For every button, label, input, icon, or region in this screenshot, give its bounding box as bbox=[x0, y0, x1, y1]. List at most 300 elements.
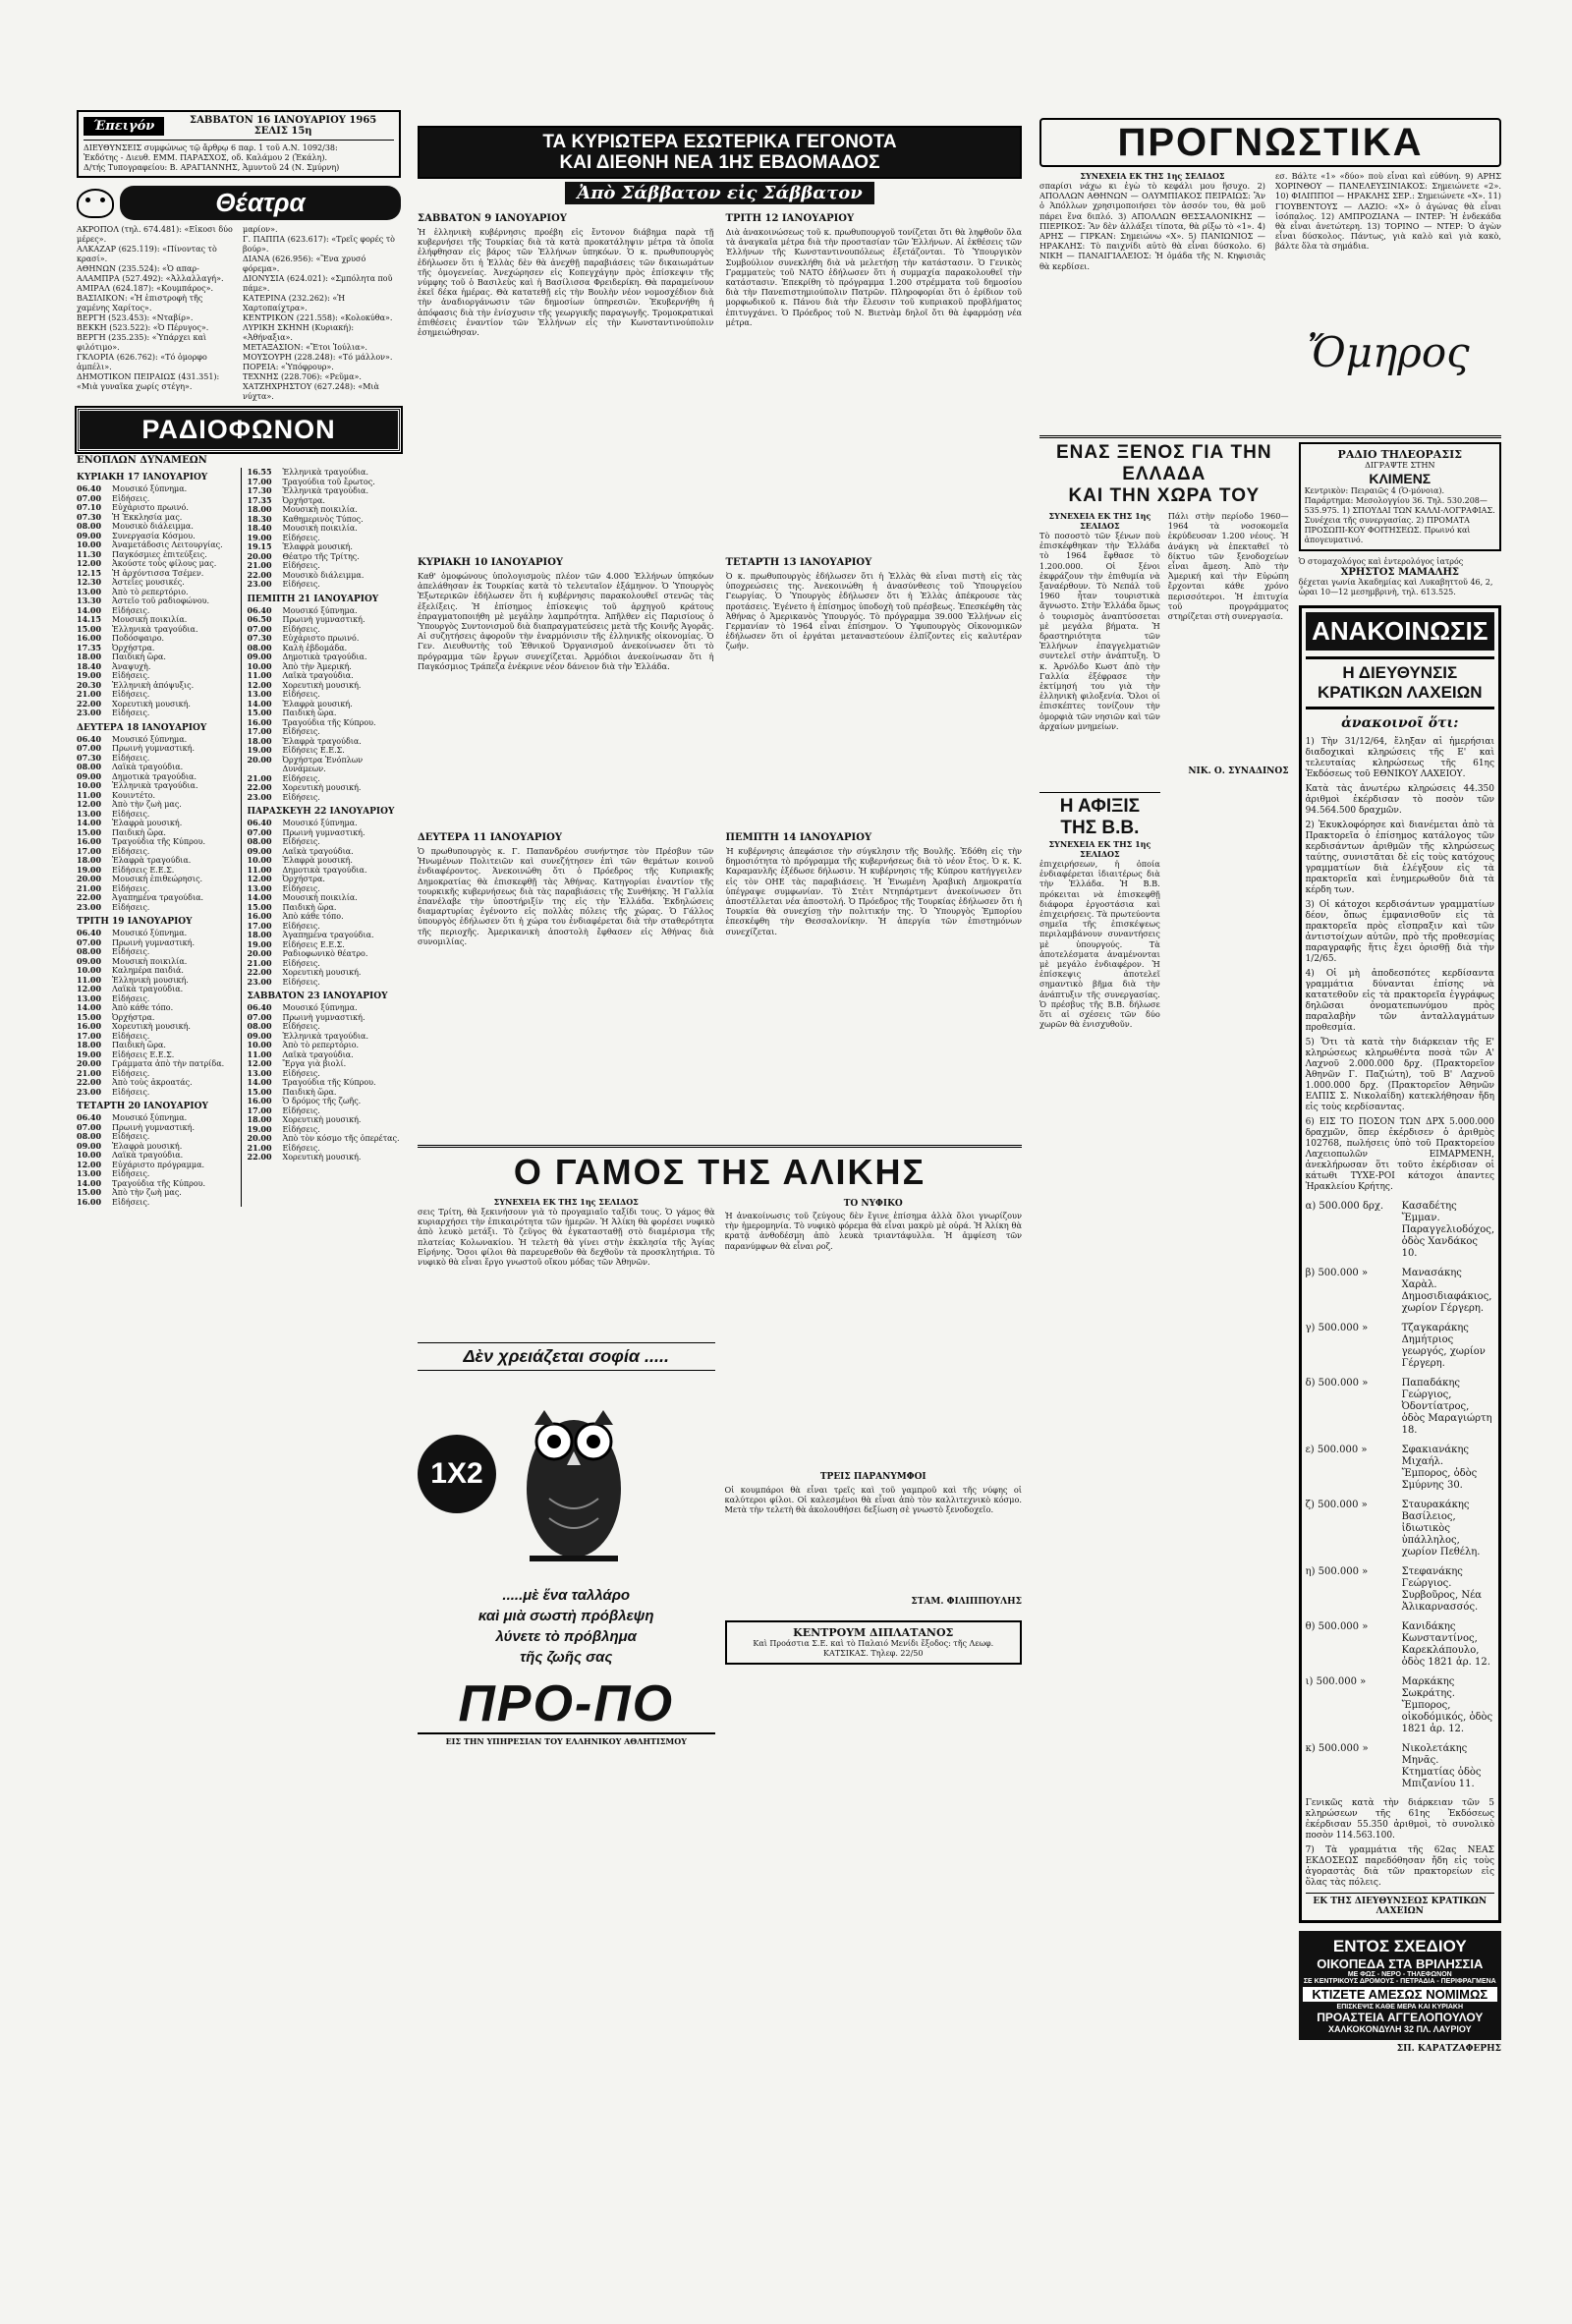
schedule-time: 19.00 bbox=[247, 1123, 272, 1134]
schedule-program: Ἀγαπημένα τραγούδια. bbox=[112, 893, 204, 902]
owl-icon bbox=[510, 1381, 638, 1567]
notice-p4: 4) Οἱ μὴ ἀποδεσπότες κερδίσαντα γραμμάτια δύνανται ἐπίσης νὰ κατατεθοῦν εἰς τὰ πρακτορεῖα ἐγγράφως δηλῶσαι ὀνοματεπωνύμου πρὸς παραλαβὴν τῶν ἀνταλλαγμάτων προθεσμία. bbox=[1305, 969, 1494, 1033]
winner-amount: ζ) 500.000 » bbox=[1305, 1500, 1368, 1510]
schedule-program: Μουσικὴ ποικιλία. bbox=[112, 615, 188, 624]
doctor-name: ΧΡΗΣΤΟΣ ΜΑΜΑΛΗΣ bbox=[1340, 567, 1459, 578]
schedule-time: 19.00 bbox=[247, 745, 272, 755]
notice-p5: 5) Ὅτι τὰ κατὰ τὴν διάρκειαν τῆς Ε' κληρώσεως κληρωθέντα ποσὰ τῶν Α' Λαχνοῦ 2.000.000 δρχ. (Πρακτορεῖον Ἀθηνῶν Γ. Παζιώτη), τοῦ Β' Λαχνοῦ 1.000.000 δρχ. (Πρακτορεῖον Ἀθηνῶν ΕΛΠΙΣ Σ. Νικολαΐδη) κατεκλήθησαν ἤδη εἰς τοὺς κερδίσαντας. bbox=[1305, 1038, 1494, 1112]
schedule-time: 18.40 bbox=[247, 523, 272, 533]
schedule-time: 14.15 bbox=[77, 614, 102, 624]
schedule-time: 18.40 bbox=[77, 660, 102, 671]
schedule-time: 06.40 bbox=[77, 483, 102, 493]
schedule-program: Καθημερινὸς Τύπος. bbox=[282, 514, 364, 524]
schedule-time: 16.00 bbox=[77, 1196, 102, 1207]
schedule-program: Εἰδήσεις. bbox=[112, 671, 150, 680]
theatre-listing: ΚΑΤΕΡΙΝΑ (232.262): «Ἡ Χαρτοπαίχτρα». bbox=[243, 294, 346, 312]
schedule-program: Εὐχάριστο πρωινό. bbox=[282, 634, 360, 643]
notice-p3: 3) Οἱ κάτοχοι κερδισάντων γραμματίων δέον, ὅπως ἐμφανισθοῦν εἰς τὰ πρακτορεῖα πρὸς εἴσπραξιν καὶ τῶν ἀντιστοίχων αὐτῶν, πρὸ τῆς προθεσμίας παραγραφῆς ἥτις ἔχει ὁρισθῇ διὰ τὴν 1/2/65. bbox=[1305, 900, 1494, 964]
theatre-listing: ΑΛΑΜΠΡΑ (527.492): «Ἀλλαλλαγή». bbox=[77, 274, 224, 283]
schedule-program: Ἑλληνικὰ τραγούδια. bbox=[282, 1031, 368, 1041]
wedding-cont: ΣΥΝΕΧΕΙΑ ΕΚ ΤΗΣ 1ης ΣΕΛΙΔΟΣ bbox=[493, 1197, 639, 1207]
schedule-time: 22.00 bbox=[77, 1077, 102, 1087]
schedule-program: Ἑλαφρὰ μουσική. bbox=[112, 1141, 183, 1151]
schedule-program: Εἰδήσεις. bbox=[282, 1124, 320, 1134]
schedule-program: Δημοτικὰ τραγούδια. bbox=[282, 865, 367, 875]
schedule-time: 13.00 bbox=[247, 689, 272, 699]
schedule-time: 11.00 bbox=[77, 789, 102, 800]
schedule-time: 11.00 bbox=[247, 670, 272, 680]
schedule-time: 07.30 bbox=[247, 633, 272, 643]
schedule-time: 06.40 bbox=[77, 928, 102, 937]
schedule-program: Λαϊκὰ τραγούδια. bbox=[282, 846, 354, 856]
schedule-time: 12.00 bbox=[247, 1058, 272, 1068]
notice-p8: 7) Τὰ γραμμάτια τῆς 62ας ΝΕΑΣ ΕΚΔΟΣΕΩΣ παρεδόθησαν ἤδη εἰς τοὺς ἀγοραστὰς διὰ τῶν πρακτορείων εἰς ὅλας τὰς πόλεις. bbox=[1305, 1845, 1494, 1888]
schedule-time: 22.00 bbox=[247, 967, 272, 977]
schedule-program: Συνεργασία Κόσμου. bbox=[112, 531, 196, 540]
schedule-program: Παιδικὴ ὥρα. bbox=[282, 709, 337, 717]
theatre-listing: ΜΟΥΣΟΥΡΗ (228.248): «Τό μάλλον». bbox=[243, 353, 393, 362]
schedule-time: 17.00 bbox=[247, 1105, 272, 1115]
schedule-program: Παιδικὴ ὥρα. bbox=[112, 827, 166, 837]
winner-name: Κανιδάκης Κωνσταντίνος, Καρεκλάπουλο, ὁδὸς 1821 ἀρ. 12. bbox=[1401, 1621, 1490, 1668]
notices-footer: ΕΚ ΤΗΣ ΔΙΕΥΘΥΝΣΕΩΣ ΚΡΑΤΙΚΩΝ ΛΑΧΕΙΩΝ bbox=[1306, 1893, 1494, 1916]
schedule-program: Δημοτικὰ τραγούδια. bbox=[282, 652, 367, 661]
schedule-program: Μουσικὴ ποικιλία. bbox=[282, 893, 358, 902]
schedule-program: Ἀπὸ τὸ ρεπερτόριο. bbox=[112, 587, 189, 596]
schedule-program: Πρωινὴ γυμναστική. bbox=[112, 1122, 196, 1132]
schedule-program: Μουσικό ξύπνημα. bbox=[112, 929, 188, 937]
schedule-time: 19.00 bbox=[77, 1049, 102, 1059]
schedule-program: Ἀπὸ τὸν κόσμο τῆς ὀπερέτας. bbox=[282, 1134, 400, 1143]
theatre-listings bbox=[77, 225, 401, 402]
schedule-time: 06.40 bbox=[77, 733, 102, 744]
schedule-program: Εἰδήσεις Ε.Ε.Σ. bbox=[282, 746, 345, 755]
masthead-date: ΣΑΒΒΑΤΟΝ 16 ΙΑΝΟΥΑΡΙΟΥ 1965 bbox=[190, 115, 377, 126]
wedding-right-title: ΤΟ ΝΥΦΙΚΟ bbox=[843, 1199, 903, 1209]
winner-name: Νικολετάκης Μηνᾶς. Κτηματίας ὁδὸς Μπιζανίου 11. bbox=[1401, 1743, 1482, 1789]
schedule-time: 22.00 bbox=[247, 1152, 272, 1162]
schedule-time: 07.30 bbox=[77, 511, 102, 522]
schedule-time: 13.00 bbox=[77, 808, 102, 819]
schedule-time: 23.00 bbox=[247, 791, 272, 802]
weekly-subbanner: Ἀπὸ Σάββατον εἰς Σάββατον bbox=[565, 182, 873, 204]
radio-subtitle: ΕΝΟΠΛΩΝ ΔΥΝΑΜΕΩΝ bbox=[77, 455, 207, 466]
news-day-text: Ὁ πρωθυπουργὸς κ. Γ. Παπανδρέου συνήντησε τὸν Πρέσβυν τῶν Ἡνωμένων Πολιτειῶν καὶ συνεζήτησεν ἐπὶ τῶν θεμάτων κοινοῦ ἐνδιαφέροντος. Ἀνεκοινώθη ὅτι ὁ Πρόεδρος τῆς Κυπριακῆς Δημοκρατίας θὰ ἐπισκεφθῇ τὰς Ἀθήνας. Κατηγορίαι ἐναντίον τῆς τουρκικῆς κυβερνήσεως διὰ τὰς παραβιάσεις τῆς Συνθήκης. Ἡ Γαλλία ἐπανέλαβε τὴν ὑποστήριξίν της εἰς τὴν Ἑλλάδα. Ἐκδηλώσεις διαμαρτυρίας ἐγένοντο εἰς πολλὰς πόλεις τῆς χώρας. Ὁ Γάλλος ὑπουργὸς ἐδήλωσεν ὅτι ἡ χώρα του ἐνδιαφέρεται διὰ τὴν σταθερότητα τῆς περιοχῆς. Ἀμερικανικὴ ἀποστολὴ ἔφθασεν εἰς Ἀθήνας διὰ συνομιλίας. bbox=[418, 846, 714, 946]
schedule-program: Μουσικὸ διάλειμμα. bbox=[282, 570, 365, 580]
forecast-signature: Ὄμηρος bbox=[1307, 328, 1470, 376]
theatre-listing: μαρίον». bbox=[243, 225, 278, 234]
schedule-day-head: ΠΑΡΑΣΚΕΥΗ 22 ΙΑΝΟΥΑΡΙΟΥ bbox=[247, 807, 395, 817]
schedule-program: Μουσικὴ ἐπιθεώρησις. bbox=[112, 875, 203, 883]
vb-cont: ΣΥΝΕΧΕΙΑ ΕΚ ΤΗΣ 1ης ΣΕΛΙΔΟΣ bbox=[1048, 839, 1151, 859]
schedule-program: Ἐλαφρὰ μουσική. bbox=[282, 542, 353, 551]
admin-line-2: Ἐκδότης - Διευθ. ΕΜΜ. ΠΑΡΑΣΧΟΣ, οδ. Καλάμου 2 (Ἑκάλη). bbox=[84, 153, 328, 162]
schedule-time: 16.00 bbox=[77, 836, 102, 846]
weekly-news bbox=[418, 207, 1022, 1141]
schedule-program: Εἰδήσεις. bbox=[282, 1143, 320, 1153]
radio-schedule bbox=[77, 468, 401, 1207]
schedule-program: Εἰδήσεις Ε.Ε.Σ. bbox=[112, 1049, 175, 1059]
wedding-title: Ο ΓΑΜΟΣ ΤΗΣ ΑΛΙΚΗΣ bbox=[513, 1152, 926, 1192]
winner-name: Κασαδέτης Ἔμμαν. Παραγγελιοδόχος, ὁδὸς Χανδάκος 10. bbox=[1401, 1201, 1494, 1259]
schedule-time: 18.00 bbox=[247, 735, 272, 746]
schedule-program: Εἰδήσεις. bbox=[112, 1197, 150, 1207]
schedule-program: Ἡ ἀρχόντισσα Τσέμεν. bbox=[112, 568, 204, 578]
schedule-program: Εἰδήσεις. bbox=[112, 1031, 150, 1041]
schedule-time: 14.00 bbox=[77, 604, 102, 615]
schedule-program: Ἡ Ἐκκλησία μας. bbox=[112, 512, 183, 522]
schedule-program: Μουσικὴ ποικιλία. bbox=[112, 956, 188, 966]
schedule-time: 19.00 bbox=[77, 864, 102, 875]
schedule-time: 17.00 bbox=[77, 845, 102, 856]
schedule-program: Δημοτικὰ τραγούδια. bbox=[112, 771, 196, 781]
schedule-program: Ἑλληνικὴ μουσική. bbox=[112, 975, 189, 985]
schedule-time: 06.40 bbox=[247, 818, 272, 827]
schedule-program: Εἰδήσεις. bbox=[112, 947, 150, 956]
schedule-program: Εἰδήσεις. bbox=[282, 958, 320, 968]
schedule-time: 20.00 bbox=[247, 550, 272, 561]
schedule-time: 19.00 bbox=[247, 938, 272, 949]
schedule-time: 22.00 bbox=[77, 698, 102, 709]
newspaper-logo: Έπειγόν bbox=[84, 117, 164, 136]
theatre-listing: ΤΕΧΝΗΣ (228.706): «Ρεῦμα». bbox=[243, 372, 362, 381]
schedule-program: Εἰδήσεις. bbox=[282, 921, 320, 931]
forecast-text-right: εσ. Βάλτε «1» «δύο» ποὺ εἶναι καὶ εὐθύνη. 9) ΑΡΗΣ ΧΟΡΙΝΘΟΥ — ΠΑΝΕΛΕΥΣΙΝΙΑΚΟΣ: Σημειώνετε «2». 10) ΦΙΛΙΠΠΟΙ — ΗΡΑΚΛΗΣ ΣΕΡ.: Σημειώνετε «Χ». 11) ΓΙΟΥΒΕΝΤΟΥΣ — ΛΑΖΙΟ: «Χ» ὁ ἀγώνας θὰ εἶναι ἰσόπαλος. 12) ΑΜΠΡΟΖΙΑΝΑ — ΙΝΤΕΡ: Ἡ ἐνδεκάδα θὰ εἶναι ἀνετώτερη. 13) ΤΟΡΙΝΟ — ΝΤΕΡ: Ὁ ἀγὼν εἶναι δύσκολος. Πάντως, γιὰ καλὸ καὶ γιὰ κακὸ, βάλτε ὅλα τὰ σημάδια. bbox=[1275, 171, 1501, 252]
schedule-row bbox=[77, 709, 231, 718]
schedule-time: 12.15 bbox=[77, 567, 102, 578]
schedule-time: 22.00 bbox=[247, 782, 272, 792]
winner-amount: ε) 500.000 » bbox=[1305, 1445, 1368, 1455]
schedule-program: Εὐχάριστο πρόγραμμα. bbox=[112, 1160, 205, 1169]
schedule-time: 07.00 bbox=[247, 826, 272, 837]
schedule-program: Ἑλαφρὰ τραγούδια. bbox=[282, 736, 362, 746]
schedule-time: 08.00 bbox=[247, 836, 272, 846]
notices-title: ΑΝΑΚΟΙΝΩΣΙΣ bbox=[1306, 612, 1494, 651]
pro-po-logo: ΠΡΟ-ΠΟ bbox=[458, 1675, 675, 1732]
paranymphs-title: ΤΡΕΙΣ ΠΑΡΑΝΥΜΦΟΙ bbox=[819, 1472, 926, 1482]
notice-p1: 1) Τὴν 31/12/64, ἔληξαν αἱ ἡμερήσιαι διαδοχικαὶ κληρώσεις τῆς Ε' καὶ τελευταίας κληρώσεως τῆς 61ης Ἐκδόσεως τοῦ ΕΘΝΙΚΟΥ ΛΑΧΕΙΟΥ. bbox=[1305, 737, 1494, 779]
owl-ad-body: .....μὲ ἕνα ταλλάρο καὶ μιὰ σωστὴ πρόβλεψη λύνετε τὸ πρόβλημα τῆς ζωῆς σας bbox=[477, 1587, 654, 1666]
schedule-program: Ὀρχήστρα. bbox=[112, 1012, 155, 1022]
doctor-address: δέχεται γωνία Ἀκαδημίας καὶ Λυκαβηττοῦ 46, 2, ὧραι 10—12 μεσημβρινὴ, τηλ. 613.525. bbox=[1298, 578, 1493, 596]
schedule-program: Μουσικό ξύπνημα. bbox=[112, 484, 188, 493]
winner-row bbox=[1306, 1201, 1494, 1260]
schedule-program: Ἀπὸ κάθε τόπο. bbox=[282, 912, 344, 921]
land-ad: ΕΝΤΟΣ ΣΧΕΔΙΟΥ ΟΙΚΟΠΕΔΑ ΣΤΑ ΒΡΙΛΗΣΣΙΑ ΜΕ ΦΩΣ - ΝΕΡΟ - ΤΗΛΕΦΩΝΟΝ ΣΕ ΚΕΝΤΡΙΚΟΥΣ ΔΡΟΜΟΥΣ - ΠΕΤΡΑΔΙΑ - ΠΕΡΙΦΡΑΓΜΕΝΑ ΚΤΙΖΕΤΕ ΑΜΕΣΩΣ ΝΟΜΙΜΩΣ ΕΠΙΣΚΕΨΙΣ ΚΑΘΕ ΜΕΡΑ ΚΑΙ ΚΥΡΙΑΚΗ ΠΡΟΑΣΤΕΙΑ ΑΓΓΕΛΟΠΟΥΛΟΥ ΧΑΛΚΟΚΟΝΔΥΛΗ 32 ΠΛ. ΛΑΥΡΙΟΥ bbox=[1299, 1931, 1501, 2040]
schedule-time: 08.00 bbox=[247, 642, 272, 652]
schedule-program: Εἰδήσεις Ε.Ε.Σ. bbox=[112, 865, 175, 875]
schedule-time: 16.00 bbox=[247, 716, 272, 727]
masthead bbox=[77, 110, 401, 178]
schedule-time: 19.00 bbox=[77, 670, 102, 680]
schedule-program: Χορευτικὴ μουσική. bbox=[112, 699, 191, 709]
admin-line-1: ΔΙΕΥΘΥΝΣΕΙΣ συμφώνως τῷ ἄρθρῳ 6 παρ. 1 τοῦ Α.Ν. 1092/38: bbox=[84, 143, 338, 152]
schedule-program: Πρωινὴ γυμναστική. bbox=[282, 1012, 365, 1022]
schedule-time: 13.00 bbox=[247, 882, 272, 893]
schedule-row bbox=[77, 1088, 231, 1098]
schedule-time: 21.00 bbox=[77, 689, 102, 699]
schedule-program: Ἑλληνικὰ τραγούδια. bbox=[282, 486, 368, 495]
theatre-title: Θέατρα bbox=[120, 186, 401, 220]
schedule-time: 18.00 bbox=[77, 652, 102, 661]
schedule-time: 13.00 bbox=[77, 1168, 102, 1178]
schedule-program: Λαϊκὰ τραγούδια. bbox=[112, 985, 184, 993]
schedule-program: Ἀπὸ κάθε τόπο. bbox=[112, 1003, 174, 1012]
theatre-listing: ΒΑΣΙΛΙΚΟΝ: «Ἡ ἐπιστροφὴ τῆς χαμένης Χαρίτος». bbox=[77, 294, 203, 312]
schedule-time: 18.00 bbox=[77, 855, 102, 865]
schedule-program: Ἑλαφρὰ μουσική. bbox=[112, 819, 183, 827]
schedule-program: Ἑλληνικὰ τραγούδια. bbox=[282, 468, 368, 477]
theatre-listing: ΜΕΤΑΞΑΣΙΟΝ: «Ἔτοι Ἰούλια». bbox=[243, 343, 367, 352]
theatre-masks-icon bbox=[77, 189, 114, 218]
schedule-program: Ἔργα γιὰ βιολί. bbox=[282, 1059, 347, 1068]
schedule-time: 17.00 bbox=[247, 476, 272, 486]
schedule-time: 07.30 bbox=[77, 752, 102, 763]
schedule-time: 20.30 bbox=[77, 679, 102, 690]
schedule-time: 18.00 bbox=[77, 1040, 102, 1049]
foreigner-cont: ΣΥΝΕΧΕΙΑ ΕΚ ΤΗΣ 1ης ΣΕΛΙΔΟΣ bbox=[1048, 511, 1151, 531]
schedule-time: 09.00 bbox=[77, 955, 102, 966]
news-day-title: ΤΡΙΤΗ 12 ΙΑΝΟΥΑΡΙΟΥ bbox=[725, 213, 855, 224]
theatre-listing: ΒΕΚΚΗ (523.522): «Ὁ Πέρυγος». bbox=[77, 323, 209, 332]
schedule-time: 22.00 bbox=[247, 569, 272, 580]
schedule-program: Γράμματα ἀπὸ τὴν πατρίδα. bbox=[112, 1059, 225, 1068]
schedule-time: 16.00 bbox=[247, 1096, 272, 1105]
schedule-program: Εἰδήσεις. bbox=[282, 727, 320, 736]
schedule-program: Ἀπὸ τὴν ζωὴ μας. bbox=[112, 1188, 182, 1197]
schedule-time: 18.30 bbox=[247, 513, 272, 524]
schedule-time: 11.30 bbox=[77, 548, 102, 559]
schedule-time: 16.00 bbox=[77, 633, 102, 643]
notice-p1b: Κατὰ τὰς ἀνωτέρω κληρώσεις 44.350 ἀριθμοὶ ἐκέρδισαν τὸ ποσὸν τῶν 94.564.500 δραχμῶν. bbox=[1305, 784, 1494, 816]
schedule-program: Ὀρχήστρα. bbox=[112, 643, 155, 652]
schedule-program: Χορευτικὴ μουσική. bbox=[282, 783, 362, 792]
schedule-program: Εἰδήσεις. bbox=[112, 1132, 150, 1141]
schedule-time: 12.00 bbox=[77, 799, 102, 809]
schedule-time: 12.00 bbox=[77, 1159, 102, 1169]
theatre-header bbox=[77, 186, 401, 220]
schedule-time: 13.30 bbox=[77, 595, 102, 605]
schedule-time: 15.00 bbox=[77, 1011, 102, 1022]
schedule-time: 10.00 bbox=[77, 965, 102, 975]
schedule-program: Εἰδήσεις. bbox=[112, 902, 150, 912]
schedule-time: 14.00 bbox=[247, 892, 272, 902]
schedule-time: 07.00 bbox=[77, 936, 102, 947]
paranymphs-text: Οἱ κουμπάροι θὰ εἶναι τρεῖς καὶ τοῦ γαμπροῦ καὶ τῆς νύφης οἱ καλύτεροι φίλοι. Οἱ καλεσμένοι θὰ εἶναι ἀπὸ τὸν καλλιτεχνικὸ κόσμο. Μετὰ τὴν τελετὴ θὰ ἀκολουθήσει δεξίωση σὲ γνωστὸ ξενοδοχεῖο. bbox=[724, 1485, 1022, 1515]
theatre-listing: ΠΟΡΕΙΑ: «Ὑπόφρουρ». bbox=[243, 363, 334, 371]
schedule-time: 07.00 bbox=[77, 492, 102, 503]
schedule-time: 21.00 bbox=[77, 1067, 102, 1078]
winner-row bbox=[1306, 1323, 1494, 1370]
schedule-time: 19.00 bbox=[247, 532, 272, 542]
schedule-day-head: ΚΥΡΙΑΚΗ 17 ΙΑΝΟΥΑΡΙΟΥ bbox=[77, 473, 208, 482]
schedule-program: Ὀρχήστρα. bbox=[282, 875, 325, 883]
winner-amount: ι) 500.000 » bbox=[1305, 1676, 1367, 1687]
schedule-time: 14.00 bbox=[247, 698, 272, 709]
schedule-time: 18.00 bbox=[247, 504, 272, 514]
schedule-program: Εἰδήσεις. bbox=[112, 753, 150, 763]
radio-title: ΡΑΔΙΟΦΩΝΟΝ bbox=[77, 408, 401, 452]
schedule-program: Πρωινὴ γυμναστική. bbox=[112, 937, 196, 947]
schedule-time: 08.00 bbox=[247, 1021, 272, 1031]
notices-lead: ἀνακοινοῖ ὅτι: bbox=[1341, 715, 1459, 731]
theatre-listing: Γ. ΠΑΠΠΑ (623.617): «Τρεῖς φορές τὸ βούρ». bbox=[243, 235, 395, 254]
schedule-time: 21.00 bbox=[247, 957, 272, 968]
schedule-program: Εἰδήσεις. bbox=[282, 977, 320, 987]
winner-row bbox=[1306, 1621, 1494, 1669]
winner-amount: θ) 500.000 » bbox=[1305, 1621, 1369, 1632]
forecast-title: ΠΡΟΓΝΩΣΤΙΚΑ bbox=[1039, 118, 1501, 167]
theatre-listing: ΒΕΡΓΗ (523.453): «Νταβίρ». bbox=[77, 313, 194, 322]
schedule-time: 07.10 bbox=[77, 502, 102, 512]
schedule-program: Ἑλαφρὰ τραγούδια. bbox=[112, 856, 192, 865]
masthead-page: ΣΕΛΙΣ 15η bbox=[253, 126, 312, 137]
schedule-program: Χορευτικὴ μουσική. bbox=[282, 680, 362, 690]
schedule-program: Εἰδήσεις. bbox=[282, 561, 320, 570]
schedule-time: 06.40 bbox=[77, 1112, 102, 1122]
winners-list bbox=[1306, 1201, 1494, 1790]
schedule-time: 07.00 bbox=[77, 1121, 102, 1132]
schedule-row bbox=[248, 580, 402, 590]
winner-name: Μαρκάκης Σωκράτης. Ἔμπορος, οἰκοδόμικός, ὁδὸς 1821 ἀρ. 12. bbox=[1401, 1676, 1493, 1734]
winner-amount: β) 500.000 » bbox=[1305, 1268, 1369, 1278]
notice-p2: 2) Ἐκυκλοφόρησε καὶ διανέμεται ἀπὸ τὰ Πρακτορεῖα ὁ ἐπίσημος κατάλογος τῶν κερδισάντων ἀριθμῶν τῆς κληρώσεως ταύτης, συνιστᾶται δὲ εἰς τοὺς κατόχους γραμματίων διὰ ἐλέγξουν εἰς τὰ πρακτορεῖα καὶ ἐνημερωθοῦν διὰ τὰ κέρδη των. bbox=[1305, 821, 1494, 895]
schedule-program: Καλὴ ἐβδομάδα. bbox=[282, 643, 348, 652]
winner-row bbox=[1306, 1743, 1494, 1790]
pro-po-ball-icon: 1X2 bbox=[418, 1435, 496, 1513]
schedule-time: 07.00 bbox=[247, 1011, 272, 1022]
theatre-listing: ΚΕΝΤΡΙΚΟΝ (221.558): «Κολοκύθα». bbox=[243, 313, 393, 322]
schedule-program: Ὀρχήστρα Ἐνόπλων Δυνάμεων. bbox=[282, 755, 364, 773]
schedule-time: 11.00 bbox=[77, 974, 102, 985]
schedule-time: 09.00 bbox=[247, 652, 272, 661]
schedule-time: 10.00 bbox=[77, 1150, 102, 1160]
winner-row bbox=[1306, 1676, 1494, 1735]
schedule-program: Χορευτικὴ μουσική. bbox=[282, 1153, 362, 1162]
doctor-line: Ὁ στομαχολόγος καὶ ἐντερολόγος ἰατρός bbox=[1298, 557, 1464, 566]
news-day-title: ΣΑΒΒΑΤΟΝ 9 ΙΑΝΟΥΑΡΙΟΥ bbox=[418, 213, 567, 224]
schedule-time: 15.00 bbox=[247, 708, 272, 717]
theatre-listing: ΑΘΗΝΩΝ (235.524): «Ὁ απαρ- bbox=[77, 264, 199, 273]
schedule-time: 17.30 bbox=[247, 485, 272, 495]
left-column bbox=[77, 110, 401, 1207]
schedule-program: Εἰδήσεις. bbox=[112, 690, 150, 699]
schedule-time: 10.00 bbox=[77, 780, 102, 790]
winner-row bbox=[1306, 1566, 1494, 1614]
schedule-program: Ἐλαφρὰ μουσική. bbox=[282, 856, 353, 865]
schedule-program: Τραγούδια τῆς Κύπρου. bbox=[112, 1178, 206, 1188]
news-day-text: Καθ' ὁμοφώνους ὑπολογισμοὺς πλέον τῶν 4.000 Ἑλλήνων ὑπηκόων ἀπελάθησαν ἐκ Τουρκίας κατὰ τὸ τελευταῖον ἑξάμηνον. Ὁ Ὑπουργὸς Ἐξωτερικῶν ἐδήλωσεν ὅτι ἡ κυβέρνησις παρακολουθεῖ στενῶς τὰς ἐξελίξεις. Ἡ ἐπίσημος ἐπίσκεψις τοῦ ἀρχηγοῦ κράτους ἐπραγματοποιήθη μὲ μεγάλην λαμπρότητα. Ἀπῆλθεν εἰς Παρισίους ὁ Ὑπουργὸς Συντονισμοῦ διὰ διαπραγματεύσεις μετὰ τῆς Κοινῆς Ἀγορᾶς. Αἱ συζητήσεις ἀφοροῦν τὴν ἐναρμόνισιν τῆς ἑλληνικῆς οἰκονομίας. Ὁ Γεν. Διευθυντὴς τοῦ Ἐθνικοῦ Ὀργανισμοῦ ἀνεκοίνωσεν ὅτι τὸ πρόγραμμα τῶν ἔργων συνεχίζεται. Ἀρμόδιοι ἀνεκοίνωσαν ὅτι ἡ Παγκόσμιος Τράπεζα ἐνέκρινε νέον δάνειον διὰ τὴν Ἑλλάδα. bbox=[418, 571, 714, 671]
schedule-program: Θέατρο τῆς Τρίτης. bbox=[282, 551, 360, 561]
schedule-time: 17.35 bbox=[247, 494, 272, 505]
schedule-program: Μουσικὴ ποικιλία. bbox=[282, 505, 358, 514]
schedule-time: 06.40 bbox=[247, 1002, 272, 1012]
winner-name: Τζαγκαράκης Δημήτριος γεωργός, χωρίον Γέργερη. bbox=[1401, 1323, 1486, 1369]
wedding-byline: ΣΤΑΜ. ΦΙΛΙΠΠΟΥΛΗΣ bbox=[911, 1597, 1022, 1607]
weekly-banner: ΤΑ ΚΥΡΙΩΤΕΡΑ ΕΣΩΤΕΡΙΚΑ ΓΕΓΟΝΟΤΑ ΚΑΙ ΔΙΕΘΝΗ ΝΕΑ 1ΗΣ ΕΒΔΟΜΑΔΟΣ bbox=[418, 126, 1022, 179]
schedule-time: 08.00 bbox=[77, 762, 102, 771]
forecast-text-left: σπαρίσι νάχω κι ἐγὼ τὸ κεφάλι μου ἥσυχο. 2) ΑΠΟΛΛΩΝ ΑΘΗΝΩΝ — ΟΛΥΜΠΙΑΚΟΣ ΠΕΙΡΑΙΩΣ: Ἂν ὁ Ἀπόλλων χρησιμοποιήσει τὸν ἀσσόν του, θὰ μοῦ πάρει ἕνα διπλό. 3) ΑΠΟΛΛΩΝ ΘΕΣΣΑΛΟΝΙΚΗΣ — ΠΙΕΡΙΚΟΣ: Ἂν δὲν ἀλλάξει τίποτα, θὰ ρίξω τὸ «1». 4) ΑΡΗΣ — ΓΙΡΚΑΝ: Σημειώνω «Χ». 5) ΠΑΝΙΩΝΙΟΣ — ΗΡΑΚΛΗΣ: Τὸ παιχνίδι αὐτὸ θὰ εἶναι δύσκολο. 6) ΝΙΚΗ — ΠΑΝΑΙΓΙΑΛΕΙΟΣ: Ἡ ὁμάδα τῆς Ν. Κηφισιᾶς θὰ κερδίσει. bbox=[1039, 181, 1265, 271]
schedule-program: Εἰδήσεις. bbox=[112, 605, 150, 615]
schedule-time: 12.00 bbox=[77, 558, 102, 568]
schedule-time: 15.00 bbox=[77, 623, 102, 634]
schedule-time: 09.00 bbox=[77, 770, 102, 781]
theatre-listing: ΔΙΟΝΥΣΙΑ (624.021): «Σμπόλητα ποῦ πάμε». bbox=[243, 274, 393, 293]
winner-row bbox=[1306, 1445, 1494, 1492]
schedule-time: 19.15 bbox=[247, 541, 272, 551]
schedule-time: 16.55 bbox=[247, 467, 272, 477]
schedule-program: Εὐχάριστο πρωινό. bbox=[112, 503, 189, 512]
foreigner-text: Τὸ ποσοστὸ τῶν ξένων ποὺ ἐπισκέφθηκαν τὴν Ἑλλάδα τὸ 1964 ἔφθασε τὸ 1.200.000. Οἱ ξένοι ἐκφράζουν τὴν ἐπιθυμία νὰ ξαναέρθουν. Τὸ Νεπάλ τοῦ 1960 ἦταν τουριστικὰ ἄγνωστο. Στὴν Ἑλλάδα ὅμως ὁ τουρισμὸς ἀναπτύσσεται μὲ μεγάλα βήματα. Ἡ δραστηριότητα τῶν Ἑλλήνων ἐπαγγελματιῶν συντελεῖ στὴν ἀνάπτυξη. Ὁ κ. Ἀρνόλδο Κωστ ἀπὸ τὴν Γαλλία ἐξέφρασε τὴν ἐκτίμησή του γιὰ τὴν ἑλληνικὴ φιλοξενία. Ὅλοι οἱ ἐπισκέπτες τονίζουν τὴν ὀμορφιὰ τῶν νησιῶν καὶ τῶν ἀρχαίων μνημείων. bbox=[1039, 531, 1160, 731]
schedule-time: 15.00 bbox=[77, 826, 102, 837]
theatre-listing: ΛΥΡΙΚΗ ΣΚΗΝΗ (Κυριακή): «Ἀθήναξια». bbox=[243, 323, 355, 342]
right-column bbox=[1039, 118, 1501, 2054]
schedule-time: 20.00 bbox=[77, 874, 102, 883]
winner-row bbox=[1306, 1500, 1494, 1559]
wedding-right-text: Ἡ ἀνακοίνωσις τοῦ ζεύγους δὲν ἔγινε ἐπίσημα ἀλλὰ ὅλοι γνωρίζουν τὴν ἡμερομηνία. Τὸ νυφικὸ φόρεμα θὰ εἶναι μακρὺ μὲ οὐρά. Ἡ Ἀλίκη θὰ κρατᾷ ἀνθοδέσμη ἀπὸ λευκὰ τριαντάφυλλα. Ἡ ἀμφίεση τῶν παρανύμφων θὰ εἶναι ροζ. bbox=[724, 1211, 1022, 1251]
schedule-time: 13.00 bbox=[77, 586, 102, 596]
schedule-time: 08.00 bbox=[77, 946, 102, 956]
schedule-program: Ἀκούστε τοὺς φίλους μας. bbox=[112, 559, 217, 568]
schedule-program: Ραδιοφωνικὸ θέατρο. bbox=[282, 949, 368, 958]
schedule-program: Μουσικό ξύπνημα. bbox=[282, 605, 358, 615]
schedule-program: Μουσικό ξύπνημα. bbox=[112, 734, 188, 744]
news-day-title: ΔΕΥΤΕΡΑ 11 ΙΑΝΟΥΑΡΙΟΥ bbox=[418, 832, 562, 843]
schedule-program: Λαϊκὰ τραγούδια. bbox=[282, 1049, 354, 1059]
schedule-time: 14.00 bbox=[77, 818, 102, 827]
schedule-time: 21.00 bbox=[77, 882, 102, 893]
news-day-text: Ἡ κυβέρνησις ἀπεφάσισε τὴν σύγκλησιν τῆς Βουλῆς. Ἐδόθη εἰς τὴν δημοσιότητα τὸ πρόγραμμα τῆς κυβερνήσεως διὰ τὸ νέον ἔτος. Ὁ κ. Κ. Καραμανλῆς ἐξέδωσε δήλωσιν. Ἡ κυβέρνησις τῆς Κύπρου κατήγγειλεν εἰς τὸν ΟΗΕ τὰς παραβιάσεις. Ἡ Ἑνωμένη Ἀραβικὴ Δημοκρατία ὑπέγραψε συμφωνίαν. Τὸ Στέιτ Ντηπάρτμεντ ἀνεκοίνωσεν ὅτι ἀποστέλλεται νέα ἀποστολή. Ὁ Πρόεδρος τῆς Τουρκίας ἐδήλωσεν ὅτι ἡ Τουρκία θὰ συνεχίσῃ τὴν πολιτικήν της. Ὁ Ὑπουργὸς Ἐμπορίου ἐπεσκέφθη τὴν Θεσσαλονίκην. Ἡ ἀπεργία τῶν ἐπιστημόνων συνεχίζεται. bbox=[725, 846, 1022, 936]
schedule-time: 17.00 bbox=[247, 920, 272, 931]
theatre-listing: ΓΚΛΟΡΙΑ (626.762): «Τό ὁμορφο ἀμπέλι». bbox=[77, 353, 207, 371]
schedule-program: Εἰδήσεις. bbox=[112, 883, 150, 893]
diplatanos-ad: ΚΕΝΤΡΟΥΜ ΔΙΠΛΑΤΑΝΟΣ Καὶ Προάστια Σ.Ε. καὶ τὸ Παλαιό Μενίδι ἔξοδος: τῆς Λεωφ. ΚΑΤΣΙΚΑΣ. Τηλεφ. 22/50 bbox=[725, 1620, 1023, 1665]
schedule-program: Ἑλληνικὴ ἀπόψυξις. bbox=[112, 680, 195, 690]
winner-name: Σταυρακάκης Βασίλειος, ἰδιωτικὸς ὑπάλληλος, χωρίον Πεθέλη. bbox=[1401, 1500, 1481, 1558]
forecast-cont: ΣΥΝΕΧΕΙΑ ΕΚ ΤΗΣ 1ης ΣΕΛΙΔΟΣ bbox=[1080, 171, 1225, 181]
foreigner-text-2: Πάλι στὴν περίοδο 1960—1964 τὰ νοσοκομεῖα ἐκρύδευσαν 1.200 νέους. Ἡ ἀνάγκη νὰ ἐπεκταθεῖ τὸ δίκτυο τῶν ξενοδοχείων εἶναι ἄμεση. Ἀπὸ τὴν Ἀμερική καὶ τὴν Εὐρώπη ἔρχονται κάθε χρόνο περισσότεροι. Ἡ ἐπιτυχία τοῦ προγράμματος στηρίζεται στὴ συνεργασία. bbox=[1167, 511, 1289, 622]
schedule-time: 08.00 bbox=[77, 521, 102, 531]
schedule-program: Ἀπὸ τὴν ζωὴ μας. bbox=[112, 800, 182, 809]
winner-row bbox=[1306, 1378, 1494, 1437]
schedule-program: Εἰδήσεις. bbox=[282, 837, 320, 846]
schedule-row bbox=[248, 978, 402, 988]
schedule-time: 21.00 bbox=[247, 560, 272, 570]
schedule-time: 15.00 bbox=[247, 1086, 272, 1097]
theatre-listing: ΑΛΚΑΖΑΡ (625.119): «Πίνοντας τὸ κρασί». bbox=[77, 245, 217, 263]
schedule-time: 12.00 bbox=[247, 874, 272, 883]
schedule-time: 09.00 bbox=[247, 1030, 272, 1041]
theatre-listing: ΧΑΤΖΗΧΡΗΣΤΟΥ (627.248): «Μιὰ νύχτα». bbox=[243, 382, 379, 401]
theatre-listing: ΔΗΜΟΤΙΚΟΝ ΠΕΙΡΑΙΩΣ (431.351): «Μιὰ γυναῖκα χωρίς στέγη». bbox=[77, 372, 220, 391]
schedule-time: 14.00 bbox=[77, 1177, 102, 1188]
schedule-row bbox=[77, 1198, 231, 1208]
schedule-time: 10.00 bbox=[247, 660, 272, 671]
schedule-time: 21.00 bbox=[247, 772, 272, 783]
schedule-time: 18.00 bbox=[247, 930, 272, 939]
notice-p7: Γενικῶς κατὰ τὴν διάρκειαν τῶν 5 κληρώσεων τῆς 61ης Ἐκδόσεως ἐκέρδισαν 55.350 ἀριθμοὶ, τὸ συνολικὸ ποσὸν 114.563.100. bbox=[1305, 1798, 1494, 1841]
schedule-program: Ποδόσφαιρο. bbox=[112, 634, 165, 643]
schedule-time: 20.00 bbox=[247, 948, 272, 958]
schedule-program: Τραγούδια τῆς Κύπρου. bbox=[282, 717, 376, 727]
schedule-program: Εἰδήσεις. bbox=[282, 773, 320, 783]
schedule-time: 13.00 bbox=[247, 1067, 272, 1078]
schedule-program: Πρωινὴ γυμναστική. bbox=[282, 827, 365, 837]
schedule-program: Εἰδήσεις. bbox=[112, 809, 150, 819]
schedule-program: Εἰδήσεις. bbox=[282, 792, 320, 802]
schedule-program: Εἰδήσεις. bbox=[112, 993, 150, 1003]
schedule-program: Μουσικὴ ποικιλία. bbox=[282, 524, 358, 533]
